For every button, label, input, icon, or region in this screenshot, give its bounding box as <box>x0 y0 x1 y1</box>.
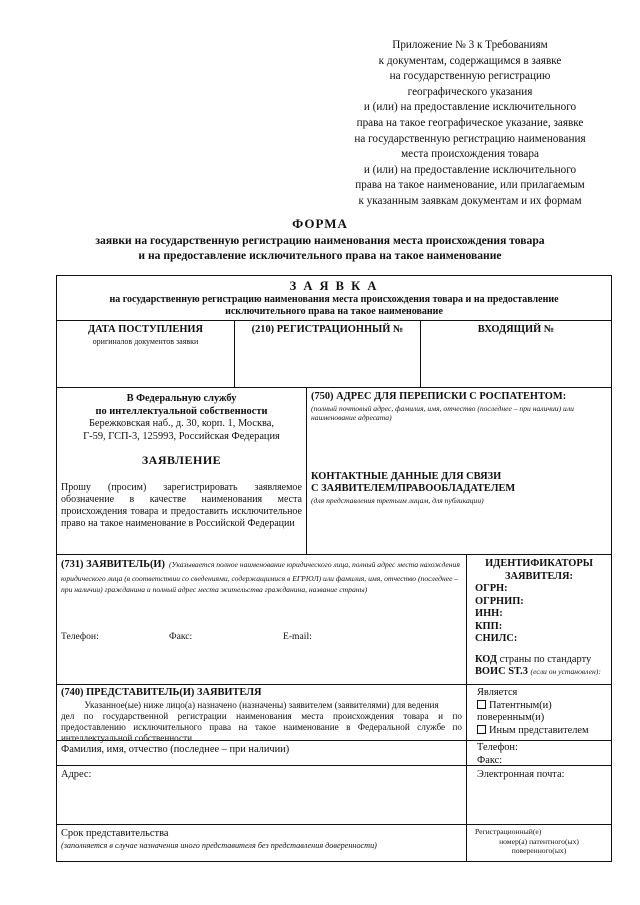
statement-text: Прошу (просим) зарегистрировать заявляемое обозначение в качестве наименования места происхождения товара и предоставить исключительное право на такое наименование в Российской Федерации <box>61 482 302 529</box>
applicant-fax-label: Факс: <box>169 631 193 642</box>
checkbox-patent-attorney[interactable] <box>477 700 486 709</box>
addressee-line: по интеллектуальной собственности <box>95 405 268 417</box>
correspondence-cell[interactable] <box>306 387 612 555</box>
applicant-email-label: E-mail: <box>283 631 312 642</box>
option-other-label: Иным представителем <box>489 724 589 736</box>
country-code-bold: КОД <box>475 653 497 665</box>
attorney-reg-label: поверенного(ых) <box>511 846 567 855</box>
receipt-date-field[interactable] <box>56 320 235 388</box>
addressee-line: Бережковская наб., д. 30, корп. 1, Москва, <box>88 418 275 429</box>
wipo-note: (если он установлен): <box>530 667 601 676</box>
identifiers-title: ЗАЯВИТЕЛЯ: <box>505 570 573 582</box>
applicant-phone-label: Телефон: <box>61 631 99 642</box>
applicant-hint: (Указывается полное наименование юридического лица, полный адрес места нахождения юридического лица (в соответствии со сведениями, содержащимися в ЕГРЮЛ) или фамилия, имя, отчество (последнее – при наличии) гражданина и полный адрес места жительства гражданина, название страны) <box>61 560 460 594</box>
snils-label: СНИЛС: <box>475 633 518 644</box>
receipt-date-sub: оригиналов документов заявки <box>92 336 199 346</box>
representative-email-label: Электронная почта: <box>477 769 565 780</box>
identifiers-cell[interactable] <box>466 554 612 685</box>
annex-line: права на такое наименование, или прилагаемым <box>355 179 585 192</box>
representative-text: дел по государственной регистрации наименования места происхождения товара и по предоставлению исключительного права на такое наименование в Федеральной службе по интеллектуальной собственности <box>61 710 462 743</box>
representative-fio-field[interactable] <box>56 740 467 766</box>
representative-address-label: Адрес: <box>61 769 92 780</box>
receipt-date-label: ДАТА ПОСТУПЛЕНИЯ <box>87 324 204 335</box>
annex-line: и (или) на предоставление исключительного <box>363 163 577 176</box>
representative-phone-label: Телефон: <box>477 742 518 753</box>
representative-type-label: Является <box>477 687 518 698</box>
ogrn-label: ОГРН: <box>475 583 508 594</box>
annex-line: Приложение № 3 к Требованиям <box>392 39 548 51</box>
inn-label: ИНН: <box>475 608 503 619</box>
annex-line: к указанным заявкам документам и их формам <box>358 194 582 207</box>
attorney-reg-label: Регистрационный(е) <box>475 827 542 836</box>
attorney-reg-number-field[interactable] <box>466 824 612 862</box>
representation-term-field[interactable] <box>56 824 467 862</box>
application-subtitle-2: исключительного права на такое наименование <box>225 306 443 317</box>
representative-cell <box>56 684 467 741</box>
addressee-line: Г-59, ГСП-3, 125993, Российская Федерация <box>83 430 280 442</box>
incoming-number-field[interactable] <box>420 320 612 388</box>
statement-title: ЗАЯВЛЕНИЕ <box>141 453 222 467</box>
annex-line: на государственную регистрацию наименования <box>354 132 586 145</box>
form-title: ФОРМА <box>292 216 348 231</box>
contacts-hint: (для представления третьим лицам, для публикации) <box>311 495 484 505</box>
incoming-number-label: ВХОДЯЩИЙ № <box>477 324 555 335</box>
applicant-label: (731) ЗАЯВИТЕЛЬ(И) <box>61 559 165 570</box>
applicant-cell[interactable] <box>56 554 467 685</box>
annex-line: места происхождения товара <box>401 148 539 161</box>
representative-email-field[interactable] <box>466 765 612 825</box>
attorney-reg-label: номер(а) патентного(ых) <box>499 836 579 846</box>
option-patent-label: Патентным(и) <box>489 699 552 711</box>
option-patent-label-2: поверенным(и) <box>477 712 545 723</box>
form-subtitle-line: и на предоставление исключительного права на такое наименование <box>138 249 502 262</box>
country-code-text: страны по стандарту <box>499 653 592 665</box>
checkbox-other-representative[interactable] <box>477 725 486 734</box>
annex-line: права на такое географическое указание, заявке <box>356 116 584 129</box>
representative-fax-label: Факс: <box>477 754 503 766</box>
correspondence-title: (750) АДРЕС ДЛЯ ПЕРЕПИСКИ С РОСПАТЕНТОМ: <box>311 391 567 402</box>
annex-block <box>330 38 610 210</box>
application-title-box <box>56 275 612 321</box>
annex-line: к документам, содержащимся в заявке <box>378 54 562 67</box>
annex-line: и (или) на предоставление исключительного <box>363 101 577 114</box>
representative-type-cell <box>466 684 612 741</box>
ogrnip-label: ОГРНИП: <box>475 595 524 607</box>
option-patent-attorney[interactable] <box>477 700 611 713</box>
representative-label: (740) ПРЕДСТАВИТЕЛЬ(И) ЗАЯВИТЕЛЯ <box>61 687 262 698</box>
representative-text: Указанное(ые) ниже лицо(а) назначено (назначены) заявителем (заявителями) для ведения <box>84 699 439 710</box>
annex-line: на государственную регистрацию <box>389 70 551 83</box>
wipo-bold: ВОИС ST.3 <box>475 666 528 677</box>
registration-number-field[interactable] <box>234 320 421 388</box>
representation-term-hint: (заполняется в случае назначения иного представителя без представления доверенности) <box>61 840 377 850</box>
form-subtitle <box>30 233 610 263</box>
kpp-label: КПП: <box>475 620 503 632</box>
addressee-line: В Федеральную службу <box>126 393 237 404</box>
registration-number-label: (210) РЕГИСТРАЦИОННЫЙ № <box>251 324 404 335</box>
country-code-label <box>475 654 611 667</box>
contacts-title: КОНТАКТНЫЕ ДАННЫЕ ДЛЯ СВЯЗИ <box>311 470 502 482</box>
applicant-info <box>61 558 462 595</box>
wipo-label <box>475 666 611 679</box>
option-other-representative[interactable] <box>477 725 611 738</box>
addressee-statement-cell <box>56 387 307 555</box>
form-subtitle-line: заявки на государственную регистрацию наименования места происхождения товара <box>95 234 545 247</box>
application-subtitle-1: на государственную регистрацию наименования места происхождения товара и на предоставление <box>109 294 559 305</box>
contacts-title: С ЗАЯВИТЕЛЕМ/ПРАВООБЛАДАТЕЛЕМ <box>311 483 516 494</box>
identifiers-title: ИДЕНТИФИКАТОРЫ <box>485 558 593 569</box>
application-title: З А Я В К А <box>289 279 379 293</box>
correspondence-hint: (полный почтовый адрес, фамилия, имя, отчество (последнее – при наличии) или наименование адресата) <box>311 403 574 422</box>
representative-phone-fax-field[interactable] <box>466 740 612 766</box>
representation-term-label: Срок представительства <box>61 828 169 839</box>
representative-address-field[interactable] <box>56 765 467 825</box>
annex-line: географического указания <box>407 85 533 98</box>
representative-fio-label: Фамилия, имя, отчество (последнее – при наличии) <box>61 744 290 755</box>
